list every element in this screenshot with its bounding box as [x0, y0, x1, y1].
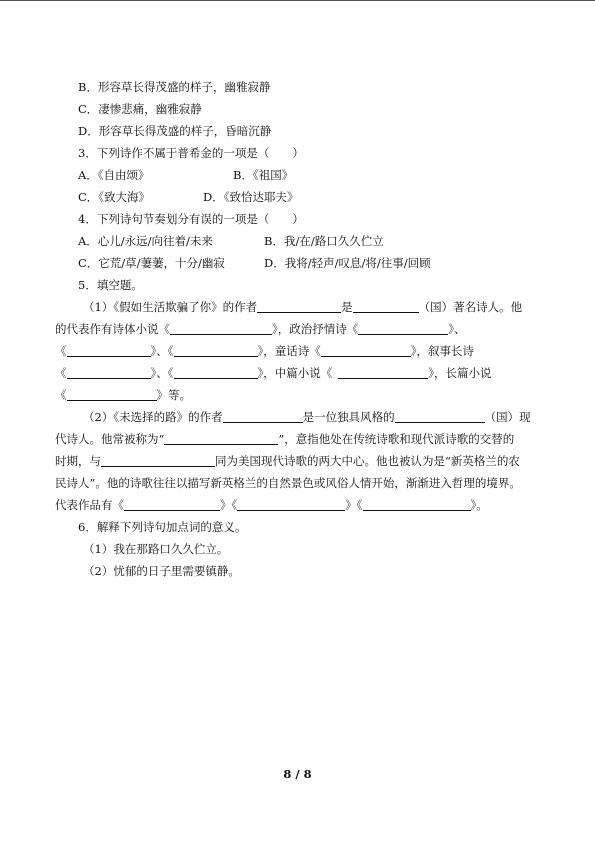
q5-p1-text-l: 》、《 — [150, 366, 174, 380]
q4-options-row2 — [55, 252, 545, 274]
q3-options-row1 — [55, 164, 545, 186]
q5-p1-text-j: 》，叙事长诗 — [410, 344, 474, 358]
blank-work-2[interactable] — [237, 497, 345, 511]
page-content — [55, 76, 545, 582]
q5-p2-text-a: （2）《未选择的路》的作者 — [83, 410, 223, 424]
blank-political-poem-1[interactable] — [358, 321, 448, 335]
header-rule — [0, 0, 595, 1]
q5-p2-text-j: 》《 — [220, 498, 238, 512]
blank-fairy-tale-poem[interactable] — [321, 343, 411, 357]
blank-political-poem-2[interactable] — [67, 343, 151, 357]
q5-p2-line1 — [55, 406, 545, 428]
q5-p1-text-h: 》、《 — [150, 344, 174, 358]
q5-p1-text-e: 》，政治抒情诗《 — [272, 322, 359, 336]
q4-option-c: C．它荒/草/萋萋，十分/幽寂 — [78, 256, 225, 270]
q5-p2-text-c: （国）现 — [484, 410, 531, 424]
blank-novella[interactable] — [338, 365, 428, 379]
q5-p2-line5 — [55, 494, 545, 516]
q6-sentence-1: （1）我在那路口久久伫立。 — [83, 542, 229, 556]
q5-p2-line4: 民诗人”。他的诗歌往往以描写新英格兰的自然景色或风俗人情开始，渐渐进入哲理的境界。 — [55, 476, 521, 490]
q5-p1-text-n: 》，长篇小说 — [428, 366, 492, 380]
q5-p1-line3 — [55, 340, 545, 362]
q5-p1-text-k: 《 — [55, 366, 67, 380]
page-number: 8 / 8 — [283, 767, 312, 781]
q5-p2-text-i: 代表作品有《 — [55, 498, 124, 512]
q5-p1-text-f: 》、 — [448, 322, 466, 336]
blank-frost-country[interactable] — [395, 409, 485, 423]
q4-option-b: B．我/在/路口久久伫立 — [264, 234, 384, 248]
q5-p2-text-d: 代诗人。他常被称为“ — [55, 432, 165, 446]
blank-work-3[interactable] — [363, 497, 471, 511]
q5-p2-text-k: 》《 — [345, 498, 363, 512]
q5-p1-text-p: 》等。 — [156, 388, 191, 402]
q5-p1-text-o: 《 — [55, 388, 67, 402]
blank-frost-title[interactable] — [164, 431, 278, 445]
blank-narrative-poem-2[interactable] — [174, 365, 258, 379]
blank-verse-novel[interactable] — [170, 321, 272, 335]
q4-option-d: D．我将/轻声/叹息/将/往事/回顾 — [264, 256, 431, 270]
blank-novel[interactable] — [67, 387, 157, 401]
q5-p1-text-m: 》，中篇小说《 — [257, 366, 333, 380]
q4-option-a: A．心儿/永远/向往着/未来 — [78, 234, 213, 248]
q4-options-row1 — [55, 230, 545, 252]
q5-p2-text-l: 》。 — [470, 498, 488, 512]
blank-frost-name[interactable] — [223, 409, 303, 423]
blank-work-1[interactable] — [124, 497, 220, 511]
q2-option-d: D．形容草长得茂盛的样子，昏暗沉静 — [78, 124, 272, 138]
q3-option-c: C．《致大海》 — [78, 190, 151, 204]
blank-counterpart-poet[interactable] — [101, 453, 215, 467]
q5-p2-line3 — [55, 450, 545, 472]
q5-p1-line4 — [55, 362, 545, 384]
q5-p1-text-g: 《 — [55, 344, 67, 358]
q3-options-row2 — [55, 186, 545, 208]
q5-p1-line1 — [55, 296, 545, 318]
q3-option-d: D．《致恰达耶夫》 — [203, 190, 299, 204]
q3-option-a: A．《自由颂》 — [78, 168, 150, 182]
q5-p2-text-g: 同为美国现代诗歌的两大中心。他也被认为是“新英格兰的农 — [215, 454, 520, 468]
q5-stem: 5．填空题。 — [78, 278, 143, 292]
blank-pushkin-name[interactable] — [257, 299, 341, 313]
q5-p1-text-d: 的代表作有诗体小说《 — [55, 322, 170, 336]
q5-p1-text-c: （国）著名诗人。他 — [418, 300, 523, 314]
q3-stem: 3．下列诗作不属于普希金的一项是（ ） — [78, 146, 304, 160]
q2-option-b: B．形容草长得茂盛的样子，幽雅寂静 — [78, 80, 271, 94]
blank-narrative-poem-1[interactable] — [67, 365, 151, 379]
q5-p1-text-b: 是 — [341, 300, 353, 314]
blank-political-poem-3[interactable] — [174, 343, 258, 357]
q5-p1-line2 — [55, 318, 545, 340]
q5-p2-line2 — [55, 428, 545, 450]
q5-p1-line5 — [55, 384, 545, 406]
q6-stem: 6．解释下列诗句加点词的意义。 — [78, 520, 247, 534]
q2-option-c: C．凄惨悲痛，幽雅寂静 — [78, 102, 202, 116]
q4-stem: 4．下列诗句节奏划分有误的一项是（ ） — [78, 212, 304, 226]
q5-p2-text-b: 是一位独具风格的 — [302, 410, 395, 424]
q5-p1-text-i: 》，童话诗《 — [257, 344, 321, 358]
q6-sentence-2: （2）忧郁的日子里需要镇静。 — [83, 564, 240, 578]
q3-option-b: B．《祖国》 — [233, 168, 294, 182]
q5-p1-text-a: （1）《假如生活欺骗了你》的作者 — [83, 300, 258, 314]
q5-p2-text-e: ”，意指他处在传统诗歌和现代派诗歌的交替的 — [278, 432, 515, 446]
q5-p2-text-f: 时期，与 — [55, 454, 101, 468]
blank-pushkin-country[interactable] — [353, 299, 419, 313]
